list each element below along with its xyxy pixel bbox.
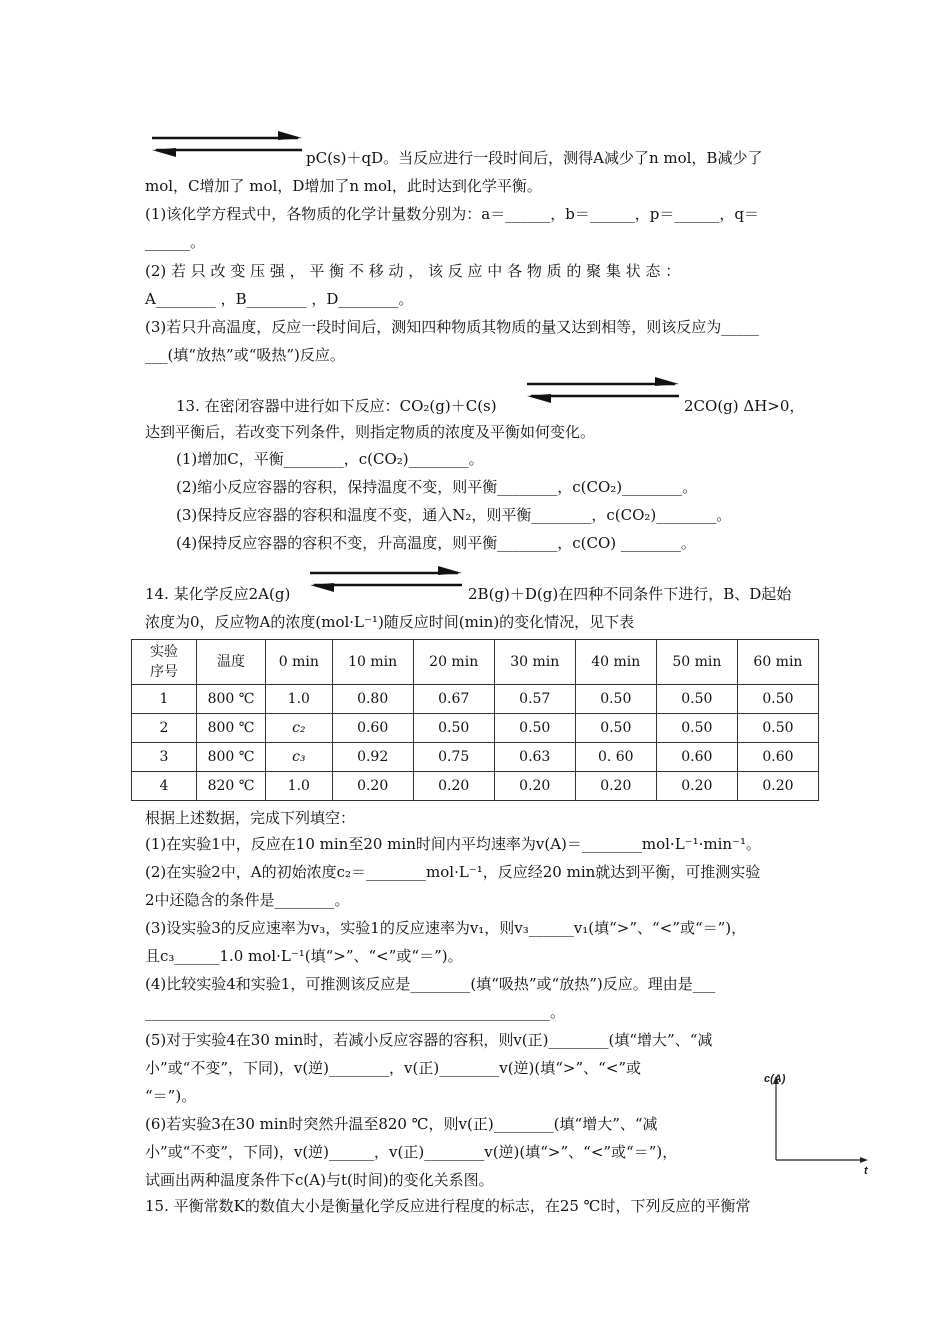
- q14-part2b: 2中还隐含的条件是________。: [145, 891, 350, 909]
- q12-line2: mol，C增加了 mol，D增加了n mol，此时达到化学平衡。: [145, 177, 542, 195]
- concentration-table: [131, 639, 819, 801]
- q14-part6c: 试画出两种温度条件下c(A)与t(时间)的变化关系图。: [145, 1171, 494, 1189]
- q14-part2a: (2)在实验2中，A的初始浓度c₂＝________mol·L⁻¹，反应经20 min就达到平衡，可推测实验: [145, 863, 761, 881]
- table-row: [132, 772, 819, 801]
- q12-part2b: A________ ，B________ ，D________。: [145, 290, 414, 308]
- table-row: [132, 714, 819, 743]
- q14-part3b: 且c₃______1.0 mol·L⁻¹(填“>”、“<”或“＝”)。: [145, 947, 463, 965]
- q13-item-3: (3)保持反应容器的容积和温度不变，通入N₂，则平衡________，c(CO₂)________。: [176, 506, 732, 524]
- equilibrium-arrow-icon: [523, 374, 683, 406]
- table-header-cell: 温度: [197, 640, 266, 685]
- table-header-cell: 0 min: [266, 640, 333, 685]
- graph-x-label: t: [864, 1165, 868, 1177]
- q13-item-2: (2)缩小反应容器的容积，保持温度不变，则平衡________，c(CO₂)________。: [176, 478, 698, 496]
- q14-part5b: 小”或“不变”，下同)，v(逆)________，v(正)________v(逆)(填“>”、“<”或: [145, 1059, 642, 1077]
- table-cell: 0.50: [737, 714, 818, 743]
- table-cell: 0.60: [656, 743, 737, 772]
- q12-part1b: ______。: [145, 233, 206, 251]
- table-header-cell: 10 min: [332, 640, 413, 685]
- table-header-cell: 实验 序号: [132, 640, 197, 685]
- table-cell: 4: [132, 772, 197, 801]
- q13-item-4: (4)保持反应容器的容积不变，升高温度，则平衡________，c(CO) ________。: [176, 534, 696, 552]
- table-cell: 820 ℃: [197, 772, 266, 801]
- q14-line2: 浓度为0，反应物A的浓度(mol·L⁻¹)随反应时间(min)的变化情况，见下表: [145, 613, 635, 631]
- q14-part5c: “＝”)。: [145, 1087, 197, 1105]
- table-cell: 0.20: [737, 772, 818, 801]
- table-cell: 1: [132, 685, 197, 714]
- q12-line1: pC(s)＋qD。当反应进行一段时间后，测得A减少了n mol，B减少了: [306, 149, 763, 167]
- q14-part6a: (6)若实验3在30 min时突然升温至820 ℃，则v(正)________(填“增大”、“减: [145, 1115, 658, 1133]
- table-cell: 0.50: [737, 685, 818, 714]
- q15-line1: 15. 平衡常数K的数值大小是衡量化学反应进行程度的标志，在25 ℃时，下列反应的平衡常: [145, 1197, 751, 1215]
- q13-head-right: 2CO(g) ΔH>0，: [684, 397, 805, 415]
- table-cell: 0.67: [413, 685, 494, 714]
- table-cell: 800 ℃: [197, 685, 266, 714]
- graph-y-label: c(A): [764, 1073, 786, 1085]
- table-cell: 1.0: [266, 685, 333, 714]
- table-header-cell: 50 min: [656, 640, 737, 685]
- table-cell: 800 ℃: [197, 743, 266, 772]
- table-cell: 3: [132, 743, 197, 772]
- table-cell: 0.20: [575, 772, 656, 801]
- q14-after: 根据上述数据，完成下列填空：: [145, 809, 356, 827]
- q14-part5a: (5)对于实验4在30 min时，若减小反应容器的容积，则v(正)________(填“增大”、“减: [145, 1031, 713, 1049]
- q13-item-1: (1)增加C，平衡________，c(CO₂)________。: [176, 450, 484, 468]
- q13-head-left: 13. 在密闭容器中进行如下反应：CO₂(g)＋C(s): [176, 397, 497, 415]
- table-cell: 1.0: [266, 772, 333, 801]
- q12-part2a: (2) 若 只 改 变 压 强 ， 平 衡 不 移 动 ， 该 反 应 中 各 物 质 的 聚 集 状 态 ：: [145, 262, 681, 280]
- table-cell: c₂: [266, 714, 333, 743]
- table-cell: 0.50: [656, 685, 737, 714]
- table-cell: 800 ℃: [197, 714, 266, 743]
- table-cell: 0.80: [332, 685, 413, 714]
- table-cell: 0.50: [494, 714, 575, 743]
- table-cell: 0.20: [332, 772, 413, 801]
- table-header-row: [132, 640, 819, 685]
- q14-part4b: ______________________________________________________。: [145, 1003, 566, 1021]
- table-row: [132, 743, 819, 772]
- table-cell: 0.92: [332, 743, 413, 772]
- q14-part6b: 小”或“不变”，下同)，v(逆)______，v(正)________v(逆)(填“>”、“<”或“＝”)，: [145, 1143, 678, 1161]
- q12-part1a: (1)该化学方程式中，各物质的化学计量数分别为：a＝______，b＝______，p＝______，q＝: [145, 205, 759, 223]
- q12-part3b: ___(填“放热”或“吸热”)反应。: [145, 346, 345, 364]
- answer-graph-axes: [758, 1068, 878, 1178]
- table-cell: 0.60: [332, 714, 413, 743]
- equilibrium-arrow-icon: [306, 563, 466, 595]
- table-cell: 0.50: [575, 685, 656, 714]
- table-cell: 0.63: [494, 743, 575, 772]
- table-cell: 0.50: [413, 714, 494, 743]
- table-cell: 2: [132, 714, 197, 743]
- table-cell: 0.75: [413, 743, 494, 772]
- q12-part3a: (3)若只升高温度，反应一段时间后，测知四种物质其物质的量又达到相等，则该反应为_____: [145, 318, 759, 336]
- q14-part4a: (4)比较实验4和实验1，可推测该反应是________(填“吸热”或“放热”)反应。理由是___: [145, 975, 716, 993]
- table-cell: 0.20: [494, 772, 575, 801]
- table-cell: 0.20: [656, 772, 737, 801]
- q14-part1: (1)在实验1中，反应在10 min至20 min时间内平均速率为v(A)＝________mol·L⁻¹·min⁻¹。: [145, 835, 761, 853]
- table-cell: c₃: [266, 743, 333, 772]
- table-cell: 0.20: [413, 772, 494, 801]
- table-cell: 0.57: [494, 685, 575, 714]
- q14-head-left: 14. 某化学反应2A(g): [145, 585, 291, 603]
- table-cell: 0.50: [656, 714, 737, 743]
- table-cell: 0.50: [575, 714, 656, 743]
- q14-head-right: 2B(g)＋D(g)在四种不同条件下进行，B、D起始: [468, 585, 792, 603]
- table-header-cell: 20 min: [413, 640, 494, 685]
- table-row: [132, 685, 819, 714]
- table-cell: 0.60: [737, 743, 818, 772]
- table-header-cell: 40 min: [575, 640, 656, 685]
- q13-line2: 达到平衡后，若改变下列条件，则指定物质的浓度及平衡如何变化。: [145, 423, 596, 441]
- table-header-cell: 30 min: [494, 640, 575, 685]
- q14-part3a: (3)设实验3的反应速率为v₃，实验1的反应速率为v₁，则v₃______v₁(填“>”、“<”或“＝”)，: [145, 919, 747, 937]
- table-header-cell: 60 min: [737, 640, 818, 685]
- table-cell: 0. 60: [575, 743, 656, 772]
- equilibrium-arrow-icon: [148, 128, 306, 160]
